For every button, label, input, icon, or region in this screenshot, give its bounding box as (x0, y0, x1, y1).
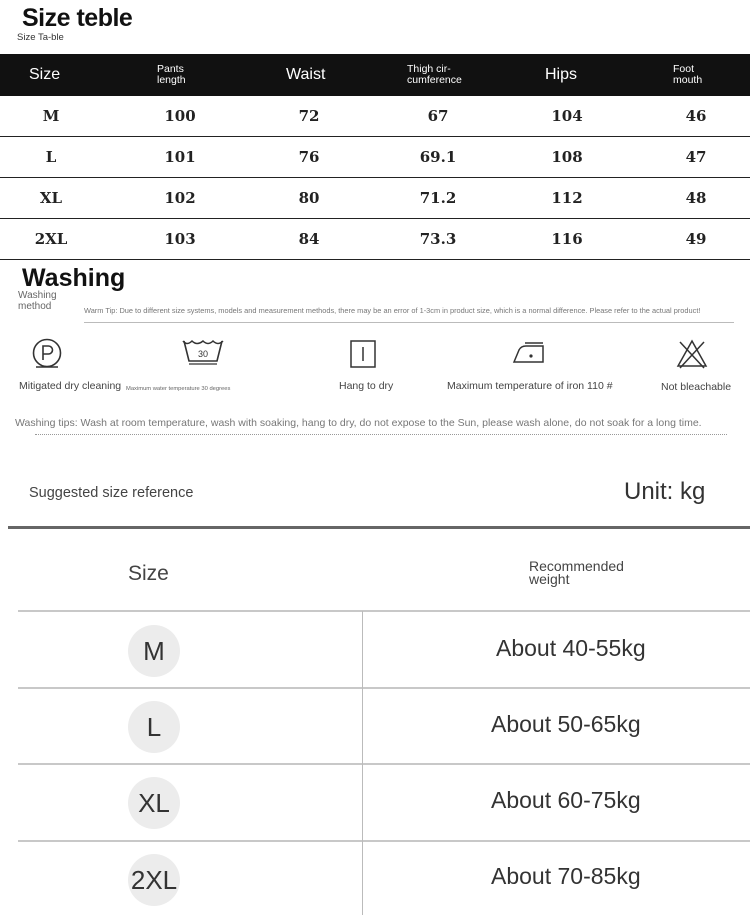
table-row (0, 137, 750, 178)
size-table-header (0, 54, 750, 96)
hang-dry-label: Hang to dry (339, 380, 394, 392)
cell-foot-mouth: 48 (685, 189, 707, 207)
dry-clean-p-icon (31, 337, 63, 369)
wash-temp-text: 30 (197, 349, 209, 359)
header-pants-length (157, 54, 186, 96)
table-row (0, 219, 750, 260)
washing-subtitle (18, 290, 78, 312)
no-bleach-icon (676, 338, 708, 370)
row-divider (18, 763, 750, 765)
header-thigh (407, 54, 462, 96)
cell-thigh: 73.3 (419, 230, 457, 248)
dotted-divider (35, 434, 727, 435)
cell-pants-length: 102 (164, 189, 196, 207)
row-divider (18, 840, 750, 842)
hang-dry-icon (349, 339, 377, 369)
row-divider (18, 687, 750, 689)
cell-pants-length: 101 (164, 148, 196, 166)
cell-pants-length: 100 (164, 107, 196, 125)
cell-hips: 116 (551, 230, 583, 248)
table-row (0, 96, 750, 137)
iron-icon (511, 340, 547, 366)
header-size: Size (29, 66, 61, 83)
header-pants-line1: Pants (157, 63, 184, 75)
cell-waist: 80 (298, 189, 320, 207)
cell-hips: 112 (551, 189, 583, 207)
header-hips: Hips (545, 66, 578, 83)
weight-value: About 50-65kg (491, 711, 641, 737)
weight-value: About 70-85kg (491, 863, 641, 889)
cell-foot-mouth: 46 (685, 107, 707, 125)
cell-size: M (42, 107, 60, 125)
weight-header-size: Size (128, 562, 169, 585)
cell-size: L (45, 148, 57, 166)
cell-size: 2XL (34, 230, 68, 248)
cell-thigh: 67 (427, 107, 449, 125)
size-table-title: Size teble (22, 4, 133, 32)
wash-tub-30-icon (181, 337, 225, 367)
iron-label: Maximum temperature of iron 110 # (447, 380, 613, 392)
washing-subtitle-line1: Washing (18, 290, 57, 301)
cell-size: XL (39, 189, 63, 207)
unit-label: Unit: kg (624, 478, 706, 505)
weight-value: About 60-75kg (491, 787, 641, 813)
table-row (0, 178, 750, 219)
weight-header-line2: weight (529, 571, 570, 587)
row-divider (18, 610, 750, 612)
divider (8, 526, 750, 529)
header-thigh-line2: cumference (407, 74, 462, 86)
washing-subtitle-line2: method (18, 301, 52, 312)
header-foot-line2: mouth (673, 74, 703, 86)
header-foot-mouth (673, 54, 702, 96)
cell-foot-mouth: 47 (685, 148, 707, 166)
column-divider (362, 611, 363, 915)
header-foot-line1: Foot (673, 63, 695, 75)
warm-tip: Warm Tip: Due to different size systems, models and measurement methods, there may be an error of 1-3cm in product size, which is a normal difference. Please refer to the actual product! (84, 306, 701, 315)
no-bleach-label: Not bleachable (661, 381, 732, 393)
washing-title: Washing (22, 264, 126, 292)
header-thigh-line1: Thigh cir- (407, 63, 451, 75)
size-reference-label: Suggested size reference (29, 485, 194, 501)
size-badge: XL (128, 777, 180, 829)
size-badge: 2XL (128, 854, 180, 906)
cell-hips: 104 (551, 107, 583, 125)
size-table-subtitle: Size Ta-ble (17, 32, 64, 43)
cell-thigh: 69.1 (419, 148, 457, 166)
cell-foot-mouth: 49 (685, 230, 707, 248)
cell-hips: 108 (551, 148, 583, 166)
cell-waist: 84 (298, 230, 320, 248)
size-badge: L (128, 701, 180, 753)
weight-header-line1: Recommended (529, 558, 624, 574)
header-pants-line2: length (157, 74, 186, 86)
cell-waist: 72 (298, 107, 320, 125)
weight-header-recommended (529, 560, 624, 586)
wash-temp-label: Maximum water temperature 30 degrees (126, 386, 231, 392)
divider (84, 322, 734, 323)
washing-tips: Washing tips: Wash at room temperature, wash with soaking, hang to dry, do not expose to the Sun, please wash alone, do not soak for a long time. (15, 417, 702, 429)
cell-waist: 76 (298, 148, 320, 166)
size-badge: M (128, 625, 180, 677)
weight-value: About 40-55kg (496, 635, 646, 661)
cell-thigh: 71.2 (419, 189, 457, 207)
cell-pants-length: 103 (164, 230, 196, 248)
dry-clean-label: Mitigated dry cleaning (19, 380, 122, 392)
header-waist: Waist (286, 66, 326, 83)
